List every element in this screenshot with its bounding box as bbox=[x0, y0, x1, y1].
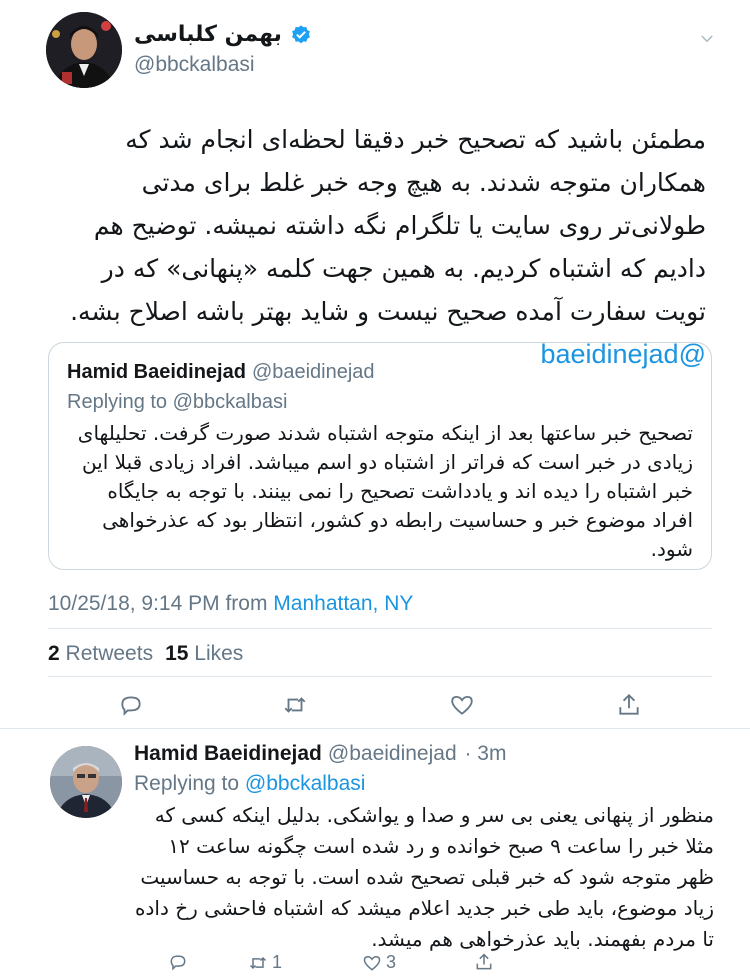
author-name[interactable]: بهمن کلباسی bbox=[134, 22, 282, 47]
avatar-photo bbox=[46, 12, 122, 88]
reply-reply-action[interactable] bbox=[168, 952, 188, 972]
retweets-count: 2 bbox=[48, 642, 60, 665]
reply-header bbox=[134, 742, 506, 766]
reply-text: منظور از پنهانی یعنی بی سر و صدا و یواشکی. بدلیل اینکه کسی که مثلا خبر را ساعت ۹ صبح خوانده و رد شده است چگونه ساعت ۱۲ ظهر متوجه شود که خبر قبلی تصحیح شده است. با توجه به حساسیت زیاد موضوع، باید طی خبر جدید اعلام میشد که اشتباه فاحشی رخ داده تا مردم بفهمند. باید عذرخواهی هم میشد. bbox=[135, 803, 714, 951]
location-link[interactable]: Manhattan, NY bbox=[273, 592, 414, 615]
retweet-icon[interactable] bbox=[282, 692, 308, 718]
reply-retweet-count: 1 bbox=[272, 952, 283, 972]
quoted-tweet[interactable] bbox=[48, 342, 712, 570]
reply-avatar[interactable] bbox=[50, 746, 122, 818]
reply-icon bbox=[168, 952, 188, 972]
divider bbox=[48, 628, 712, 629]
reply-like-count: 3 bbox=[386, 952, 397, 972]
quoted-author-name: Hamid Baeidinejad bbox=[67, 361, 246, 383]
quoted-text: تصحیح خبر ساعتها بعد از اینکه متوجه اشتباه شدند صورت گرفت. تحلیلهای زیادی در خبر است که فراتر از اشتباه دو اسم میباشد. افراد زیادی قبلا این خبر اشتباه را دیده اند و یادداشت تصحیح را نمی بینند. با توجه به جایگاه افراد موضوع خبر و حساسیت رابطه دو کشور، انتظار بود که عذرخواهی شود. bbox=[77, 421, 693, 561]
retweet-icon bbox=[248, 953, 268, 973]
quoted-header bbox=[67, 361, 375, 384]
like-icon[interactable] bbox=[449, 692, 475, 718]
divider bbox=[0, 728, 750, 729]
quoted-author-handle: @baeidinejad bbox=[251, 361, 375, 383]
retweets-stat[interactable] bbox=[48, 642, 153, 665]
retweets-label: Retweets bbox=[65, 642, 154, 665]
likes-label: Likes bbox=[194, 642, 244, 665]
reply-retweet-action[interactable] bbox=[248, 952, 282, 973]
quoted-replying-to: Replying to @bbckalbasi bbox=[67, 391, 288, 413]
chevron-down-icon[interactable] bbox=[698, 30, 716, 48]
share-icon[interactable] bbox=[616, 692, 642, 718]
tweet-timestamp bbox=[48, 592, 413, 616]
avatar[interactable] bbox=[46, 12, 122, 88]
tweet-action-bar bbox=[0, 690, 750, 720]
reply-action-bar bbox=[0, 950, 750, 976]
replying-mention[interactable]: @bbckalbasi bbox=[244, 772, 366, 795]
reply-avatar-photo bbox=[50, 746, 122, 818]
mention-link[interactable]: @baeidinejad bbox=[540, 339, 706, 369]
tweet-author bbox=[134, 22, 312, 77]
timestamp-text[interactable]: 10/25/18, 9:14 PM from bbox=[48, 592, 274, 615]
reply-share-action[interactable] bbox=[474, 952, 494, 972]
tweet-text bbox=[46, 118, 706, 376]
author-handle[interactable]: @bbckalbasi bbox=[134, 53, 255, 76]
likes-count: 15 bbox=[165, 642, 189, 665]
divider bbox=[48, 676, 712, 677]
reply-author-handle[interactable]: @baeidinejad bbox=[327, 742, 457, 765]
likes-stat[interactable] bbox=[165, 642, 243, 665]
replying-prefix: Replying to bbox=[134, 772, 245, 795]
reply-like-action[interactable] bbox=[362, 952, 396, 973]
tweet-stats bbox=[48, 642, 243, 666]
like-icon bbox=[362, 953, 382, 973]
reply-time: · 3m bbox=[464, 742, 507, 765]
tweet-body: مطمئن باشید که تصحیح خبر دقیقا لحظه‌ای انجام شد که همکاران متوجه شدند. به هیچ وجه خبر غلط برای مدتی طولانی‌تر روی سایت یا تلگرام نگه داشته نمیشه. توضیح هم دادیم که اشتباه کردیم. به همین جهت کلمه «پنهانی» که در تویت سفارت آمده صحیح نیست و شاید بهتر باشه اصلاح بشه. bbox=[70, 125, 706, 326]
verified-badge-icon bbox=[290, 24, 312, 46]
share-icon bbox=[474, 952, 494, 972]
reply-icon[interactable] bbox=[118, 692, 144, 718]
reply-author-name[interactable]: Hamid Baeidinejad bbox=[134, 742, 322, 765]
reply-replying-to bbox=[134, 772, 365, 796]
